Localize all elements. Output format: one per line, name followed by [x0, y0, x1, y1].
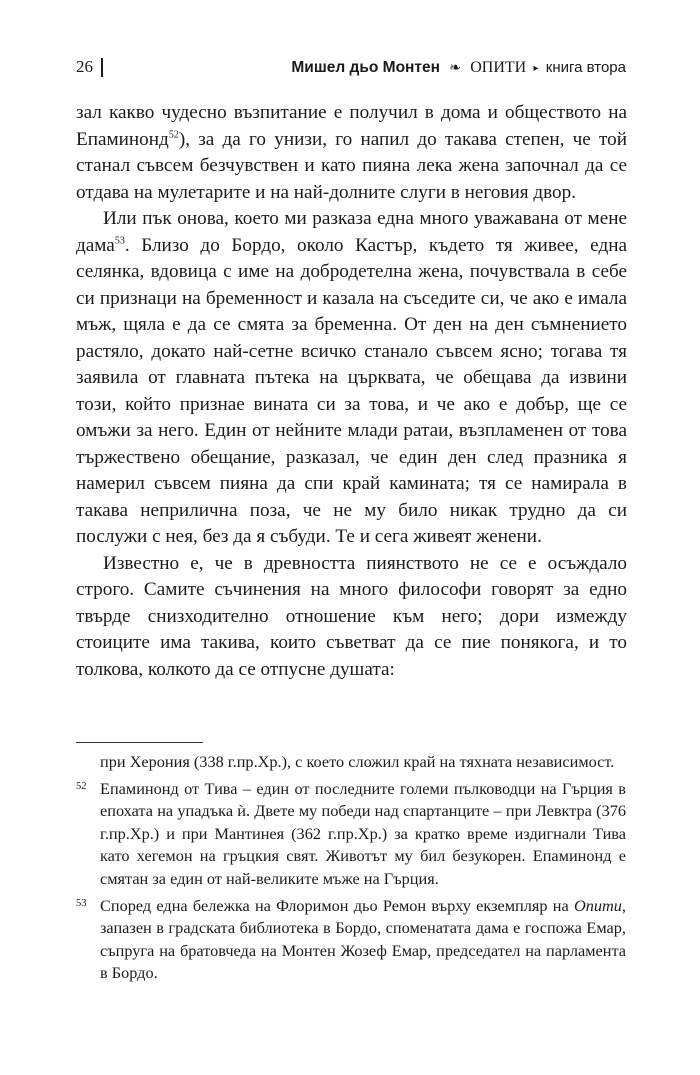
book-title: ОПИТИ — [470, 59, 527, 76]
page-number: 26 — [76, 57, 93, 76]
footnote-53: 53 Според една бележка на Флоримон дьо Ремон върху екземпляр на Опити, запазен в градската библиотека в Бордо, споменатата дама е госпожа Емар, съпруга на братовчеда на Монтен Жозеф Емар, председател на парламента в Бордо. — [76, 895, 626, 983]
fleuron-icon: ❧ — [449, 61, 461, 76]
paragraph-1: зал какво чудесно възпитание е получил в дома и обществото на Епаминонд$^{52}$), за да го унизи, го напил до такава степен, че той станал съвсем безчувствен и като пияна лека жена започнал да се отдава на мулетарите и на най-долните слуги в неговия двор. — [76, 102, 627, 203]
running-head-title — [291, 57, 626, 77]
arrow-icon: ▸ — [533, 63, 539, 74]
footnote-separator — [76, 742, 203, 743]
book-title-italic: Опити — [573, 895, 622, 915]
footnote-ref-52[interactable]: 52 — [168, 129, 179, 141]
footnote-ref-53[interactable]: 53 — [114, 235, 125, 247]
footnotes — [76, 751, 626, 989]
footnote-number: 52 — [76, 780, 87, 792]
paragraph-3: Известно е, че в древността пиянството не се е осъждало строго. Самите съчинения на много философи говорят за едно твърде снизходително отношение към него; дори измежду стоиците има такива, които съветват да се пие понякога, и то толкова, колкото да се отпусне душата: — [76, 552, 627, 680]
page-number-divider — [101, 58, 103, 77]
running-header — [76, 57, 626, 81]
paragraph-2: Или пък онова, което ми разказа една много уважавана от мене дама$^{53}$. Близо до Бордо, около Кастър, където тя живее, една селянка, вдовица с име на добродетелна жена, почувствала в себе си признаци на бременност и казала на съседите си, че ако е имала мъж, щяла е да се смята за бременна. От ден на ден съмнението растяло, докато най-сетне всичко станало съвсем ясно; тогава тя заявила от главната пътека на църквата, че обещава да извини този, който признае вината си за това, и че ако е добър, ще се омъжи за него. Един от нейните млади ратаи, възпламенен от това тържествено обещание, разказал, че един ден след празника я намерил съвсем пияна да спи край камината; тя се намирала в такава неприлична поза, че не му било никак трудно да си послужи с нея, без да я събуди. Те и сега живеят женени. — [76, 208, 627, 547]
footnote-number: 53 — [76, 897, 87, 909]
author-name: Мишел дьо Монтен — [291, 59, 440, 76]
footnote-continuation: при Херония (338 г.пр.Хр.), с което сложил край на тяхната независимост. — [100, 752, 615, 771]
book-subtitle: книга втора — [545, 59, 626, 76]
main-text — [76, 100, 627, 683]
footnote-52: 52 Епаминонд от Тива – един от последните големи пълководци на Гърция в епохата на упадъка ѝ. Двете му победи над спартанците – при Левктра (376 г.пр.Хр.) и при Мантинея (362 г.пр.Хр.) за кратко време издигнали Тива като хегемон на гръцкия свят. Животът му бил безукорен. Епаминонд е смятан за един от най-великите мъже на Гърция. — [76, 778, 626, 888]
